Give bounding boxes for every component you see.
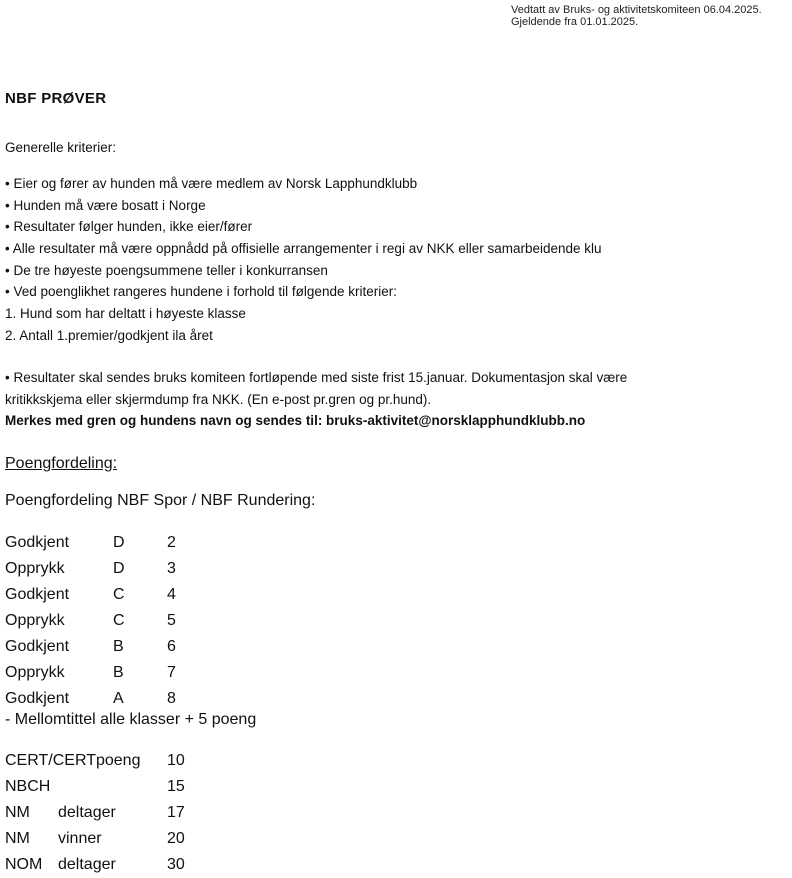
intermediate-title-note: - Mellomtittel alle klasser + 5 poeng xyxy=(5,711,257,728)
criteria-item: • De tre høyeste poengsummene teller i konkurransen xyxy=(5,262,328,278)
label-cell: NBCH xyxy=(5,778,51,795)
label-cell: NM xyxy=(5,830,30,847)
result-cell: Godkjent xyxy=(5,690,70,707)
submission-instructions xyxy=(5,367,627,432)
class-cell: B xyxy=(113,638,124,655)
class-cell: D xyxy=(113,560,125,577)
submission-line: kritikkskjema eller skjermdump fra NKK. (En e-post pr.gren og pr.hund). xyxy=(5,391,432,407)
result-cell: Opprykk xyxy=(5,560,65,577)
points-heading: Poengfordeling: xyxy=(5,455,118,472)
points-cell: 30 xyxy=(167,856,185,873)
class-cell: C xyxy=(113,612,125,629)
criteria-item: 2. Antall 1.premier/godkjent ila året xyxy=(5,327,213,343)
class-cell: A xyxy=(113,690,124,707)
criteria-item: • Ved poenglikhet rangeres hundene i forhold til følgende kriterier: xyxy=(5,284,397,300)
valid-from-line: Gjeldende fra 01.01.2025. xyxy=(511,16,639,28)
extra-points-row xyxy=(0,800,300,826)
points-row xyxy=(5,660,305,686)
submission-email-line: Merkes med gren og hundens navn og sendes til: bruks-aktivitet@norsklapphundklubb.no xyxy=(5,413,586,428)
points-cell: 6 xyxy=(167,638,176,655)
extra-points-row xyxy=(0,852,300,878)
points-row xyxy=(5,582,305,608)
points-cell: 3 xyxy=(167,560,176,577)
approval-note xyxy=(511,4,762,28)
points-cell: 15 xyxy=(167,778,185,795)
points-row xyxy=(5,686,305,712)
criteria-item: • Alle resultater må være oppnådd på offisielle arrangementer i regi av NKK eller samarbeidende klu xyxy=(5,241,602,257)
points-cell: 8 xyxy=(167,690,176,707)
label-cell: CERT/CERTpoeng xyxy=(5,752,141,769)
criteria-item: • Resultater følger hunden, ikke eier/fører xyxy=(5,219,253,235)
result-cell: Opprykk xyxy=(5,664,65,681)
label-cell: NOM xyxy=(5,856,43,873)
extra-points-table xyxy=(0,748,300,878)
label-cell: NM xyxy=(5,804,30,821)
points-cell: 2 xyxy=(167,534,176,551)
class-cell: D xyxy=(113,534,125,551)
criteria-item: 1. Hund som har deltatt i høyeste klasse xyxy=(5,306,246,322)
criteria-list xyxy=(5,173,602,347)
detail-cell: vinner xyxy=(58,830,102,847)
extra-points-row xyxy=(0,774,300,800)
approval-line: Vedtatt av Bruks- og aktivitetskomiteen 06.04.2025. xyxy=(511,4,762,16)
criteria-item: • Hunden må være bosatt i Norge xyxy=(5,197,206,213)
detail-cell: deltager xyxy=(58,856,116,873)
points-cell: 17 xyxy=(167,804,185,821)
points-row xyxy=(5,608,305,634)
points-cell: 20 xyxy=(167,830,185,847)
points-cell: 7 xyxy=(167,664,176,681)
result-cell: Godkjent xyxy=(5,638,70,655)
points-row xyxy=(5,634,305,660)
class-cell: B xyxy=(113,664,124,681)
result-cell: Opprykk xyxy=(5,612,65,629)
points-cell: 5 xyxy=(167,612,176,629)
points-cell: 10 xyxy=(167,752,185,769)
result-cell: Godkjent xyxy=(5,586,70,603)
detail-cell: deltager xyxy=(58,804,116,821)
points-row xyxy=(5,556,305,582)
result-cell: Godkjent xyxy=(5,534,70,551)
points-subheading: Poengfordeling NBF Spor / NBF Rundering: xyxy=(5,492,316,509)
points-table xyxy=(5,530,305,712)
class-cell: C xyxy=(113,586,125,603)
extra-points-row xyxy=(0,826,300,852)
page-title: NBF PRØVER xyxy=(5,90,107,107)
submission-line: • Resultater skal sendes bruks komiteen fortløpende med siste frist 15.januar. Dokumentasjon skal være xyxy=(5,370,628,385)
points-row xyxy=(5,530,305,556)
criteria-heading: Generelle kriterier: xyxy=(5,140,117,155)
extra-points-row xyxy=(0,748,300,774)
points-cell: 4 xyxy=(167,586,176,603)
criteria-item: • Eier og fører av hunden må være medlem av Norsk Lapphundklubb xyxy=(5,176,418,191)
